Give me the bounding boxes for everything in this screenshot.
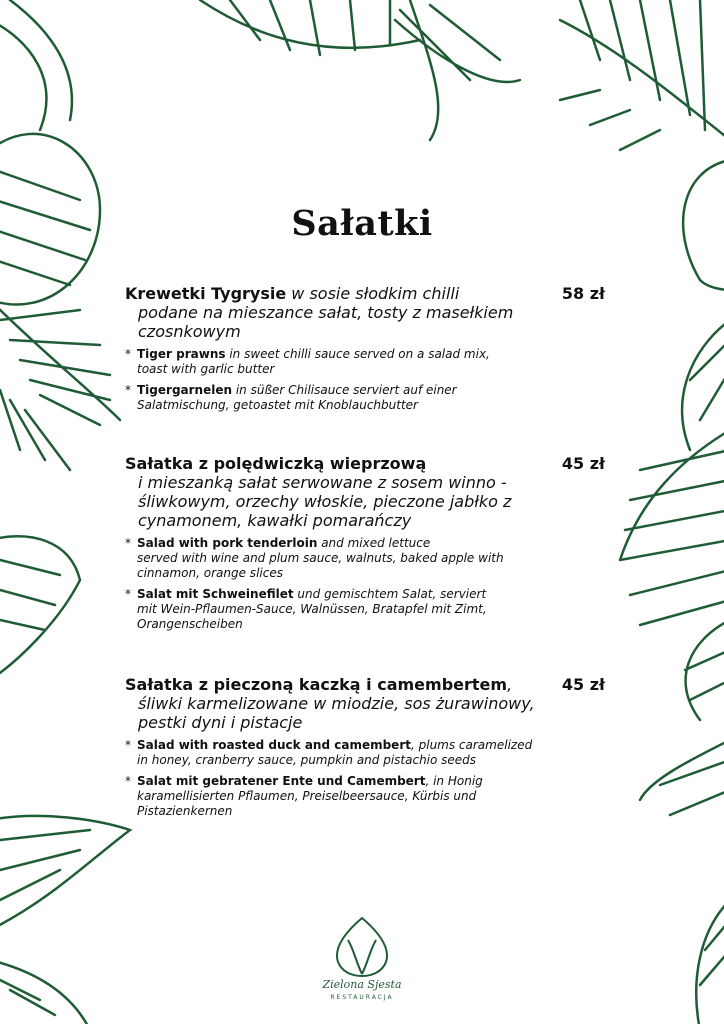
translation-desc: , plums caramelized [410, 738, 533, 752]
item-headline [125, 454, 535, 530]
item-price: 45 zł [561, 454, 605, 473]
translation-desc: in sweet chilli sauce served on a salad mix, [225, 347, 490, 361]
item-translation: * Tiger prawns in sweet chilli sauce served on a salad mix, toast with garlic butter [125, 347, 535, 377]
leaf-icon [0, 300, 120, 680]
translation-cont: toast with garlic butter [137, 362, 275, 376]
item-description: w sosie słodkim chilli [286, 284, 460, 303]
leaf-icon [696, 900, 724, 1024]
item-description: , [507, 675, 513, 694]
menu-item [125, 454, 605, 632]
item-price: 45 zł [561, 675, 605, 694]
translation-cont: served with wine and plum sauce, walnuts, baked apple with cinnamon, orange slices [137, 551, 504, 580]
item-translation: * Tigergarnelen in süßer Chilisauce serviert auf einer Salatmischung, getoastet mit Knoblauchbutter [125, 383, 535, 413]
item-translation: * Salad with roasted duck and camembert, plums caramelized in honey, cranberry sauce, pumpkin and pistachio seeds [125, 738, 535, 768]
leaf-icon [0, 816, 130, 1024]
translation-cont: karamellisierten Pflaumen, Preiselbeersauce, Kürbis und Pistazienkernen [137, 789, 477, 818]
logo-subtitle: RESTAURACJA [330, 994, 394, 1001]
translation-name: Tiger prawns [137, 347, 226, 361]
item-price: 58 zł [561, 284, 605, 303]
translation-desc: , in Honig [425, 774, 483, 788]
leaf-icon [0, 0, 100, 304]
item-translation: * Salat mit Schweinefilet und gemischtem Salat, serviert mit Wein-Pflaumen-Sauce, Walnüssen, Bratapfel mit Zimt, Orangenscheiben [125, 587, 535, 632]
translation-cont: mit Wein-Pflaumen-Sauce, Walnüssen, Bratapfel mit Zimt, Orangenscheiben [137, 602, 487, 631]
item-name: Sałatka z pieczoną kaczką i camembertem [125, 675, 508, 694]
item-translation: * Salad with pork tenderloin and mixed lettuce served with wine and plum sauce, walnuts, baked apple with cinnamon, orange slices [125, 536, 535, 581]
translation-cont: in honey, cranberry sauce, pumpkin and pistachio seeds [137, 753, 477, 767]
item-headline [125, 284, 535, 341]
item-description-cont: i mieszanką sałat serwowane z sosem winno - śliwkowym, orzechy włoskie, pieczone jabłko z cynamonem, kawałki pomarańczy [138, 473, 512, 530]
leaf-icon [620, 320, 724, 815]
translation-name: Salat mit gebratener Ente und Camembert [137, 774, 426, 788]
translation-name: Salad with pork tenderloin [137, 536, 318, 550]
page-title: Sałatki [291, 203, 433, 244]
translation-desc: in süßer Chilisauce serviert auf einer [232, 383, 457, 397]
item-translation: * Salat mit gebratener Ente und Camembert, in Honig karamellisierten Pflaumen, Preiselbeersauce, Kürbis und Pistazienkernen [125, 774, 535, 819]
translation-desc: und gemischtem Salat, serviert [293, 587, 487, 601]
menu-item [125, 675, 605, 819]
translation-name: Salat mit Schweinefilet [137, 587, 294, 601]
item-description-cont: podane na mieszance sałat, tosty z masełkiem czosnkowym [138, 303, 514, 341]
leaf-icon [200, 0, 520, 140]
logo-name: Zielona Sjesta [322, 978, 402, 991]
translation-desc: and mixed lettuce [317, 536, 431, 550]
item-headline [125, 675, 535, 732]
item-name: Sałatka z polędwiczką wieprzową [125, 454, 427, 473]
menu-item [125, 284, 605, 413]
item-description-cont: śliwki karmelizowane w miodzie, sos żurawinowy, pestki dyni i pistacje [138, 694, 535, 732]
translation-name: Tigergarnelen [137, 383, 233, 397]
item-name: Krewetki Tygrysie [125, 284, 287, 303]
translation-name: Salad with roasted duck and camembert [137, 738, 411, 752]
translation-cont: Salatmischung, getoastet mit Knoblauchbutter [137, 398, 418, 412]
leaf-icon [560, 0, 724, 290]
